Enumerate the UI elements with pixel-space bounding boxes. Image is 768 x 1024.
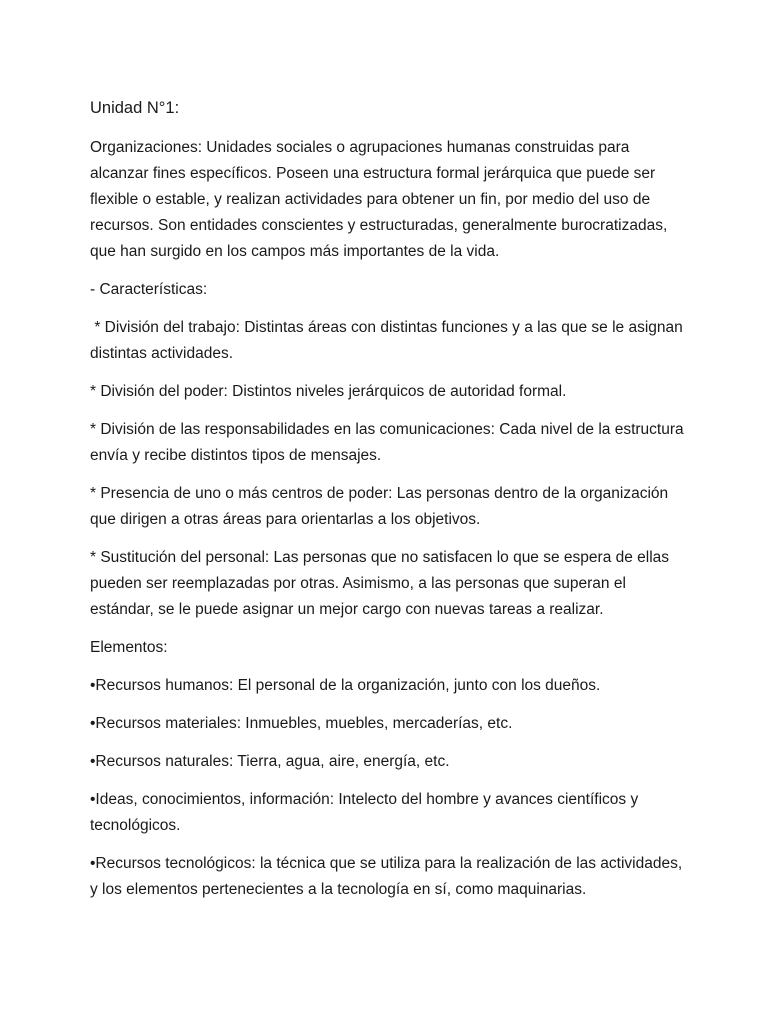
characteristics-heading: - Características: [90, 281, 208, 298]
elements-heading: Elementos: [90, 639, 168, 656]
element-item: •Recursos humanos: El personal de la organización, junto con los dueños. [90, 677, 601, 694]
document-page [90, 95, 690, 915]
element-item: •Recursos naturales: Tierra, agua, aire, energía, etc. [90, 753, 450, 770]
element-item: •Recursos materiales: Inmuebles, muebles, mercaderías, etc. [90, 715, 513, 732]
element-item: •Ideas, conocimientos, información: Intelecto del hombre y avances científicos y tecnológicos. [90, 791, 639, 834]
characteristic-item: * División del trabajo: Distintas áreas con distintas funciones y a las que se le asignan distintas actividades. [90, 319, 688, 362]
document-title: Unidad N°1: [90, 99, 180, 117]
characteristic-item: * Sustitución del personal: Las personas que no satisfacen lo que se espera de ellas pueden ser reemplazadas por otras. Asimismo, a las personas que superan el estándar, se le puede asignar un mejor cargo con nuevas tareas a realizar. [90, 549, 670, 618]
intro-paragraph: Organizaciones: Unidades sociales o agrupaciones humanas construidas para alcanzar fines específicos. Poseen una estructura formal jerárquica que puede ser flexible o estable, y realizan actividades para obtener un fin, por medio del uso de recursos. Son entidades conscientes y estructuradas, generalmente burocratizadas, que han surgido en los campos más importantes de la vida. [90, 139, 668, 260]
element-item: •Recursos tecnológicos: la técnica que se utiliza para la realización de las actividades, y los elementos pertenecientes a la tecnología en sí, como maquinarias. [90, 855, 683, 898]
characteristic-item: * Presencia de uno o más centros de poder: Las personas dentro de la organización que dirigen a otras áreas para orientarlas a los objetivos. [90, 485, 669, 528]
characteristic-item: * División del poder: Distintos niveles jerárquicos de autoridad formal. [90, 383, 567, 400]
characteristic-item: * División de las responsabilidades en las comunicaciones: Cada nivel de la estructura envía y recibe distintos tipos de mensajes. [90, 421, 684, 464]
